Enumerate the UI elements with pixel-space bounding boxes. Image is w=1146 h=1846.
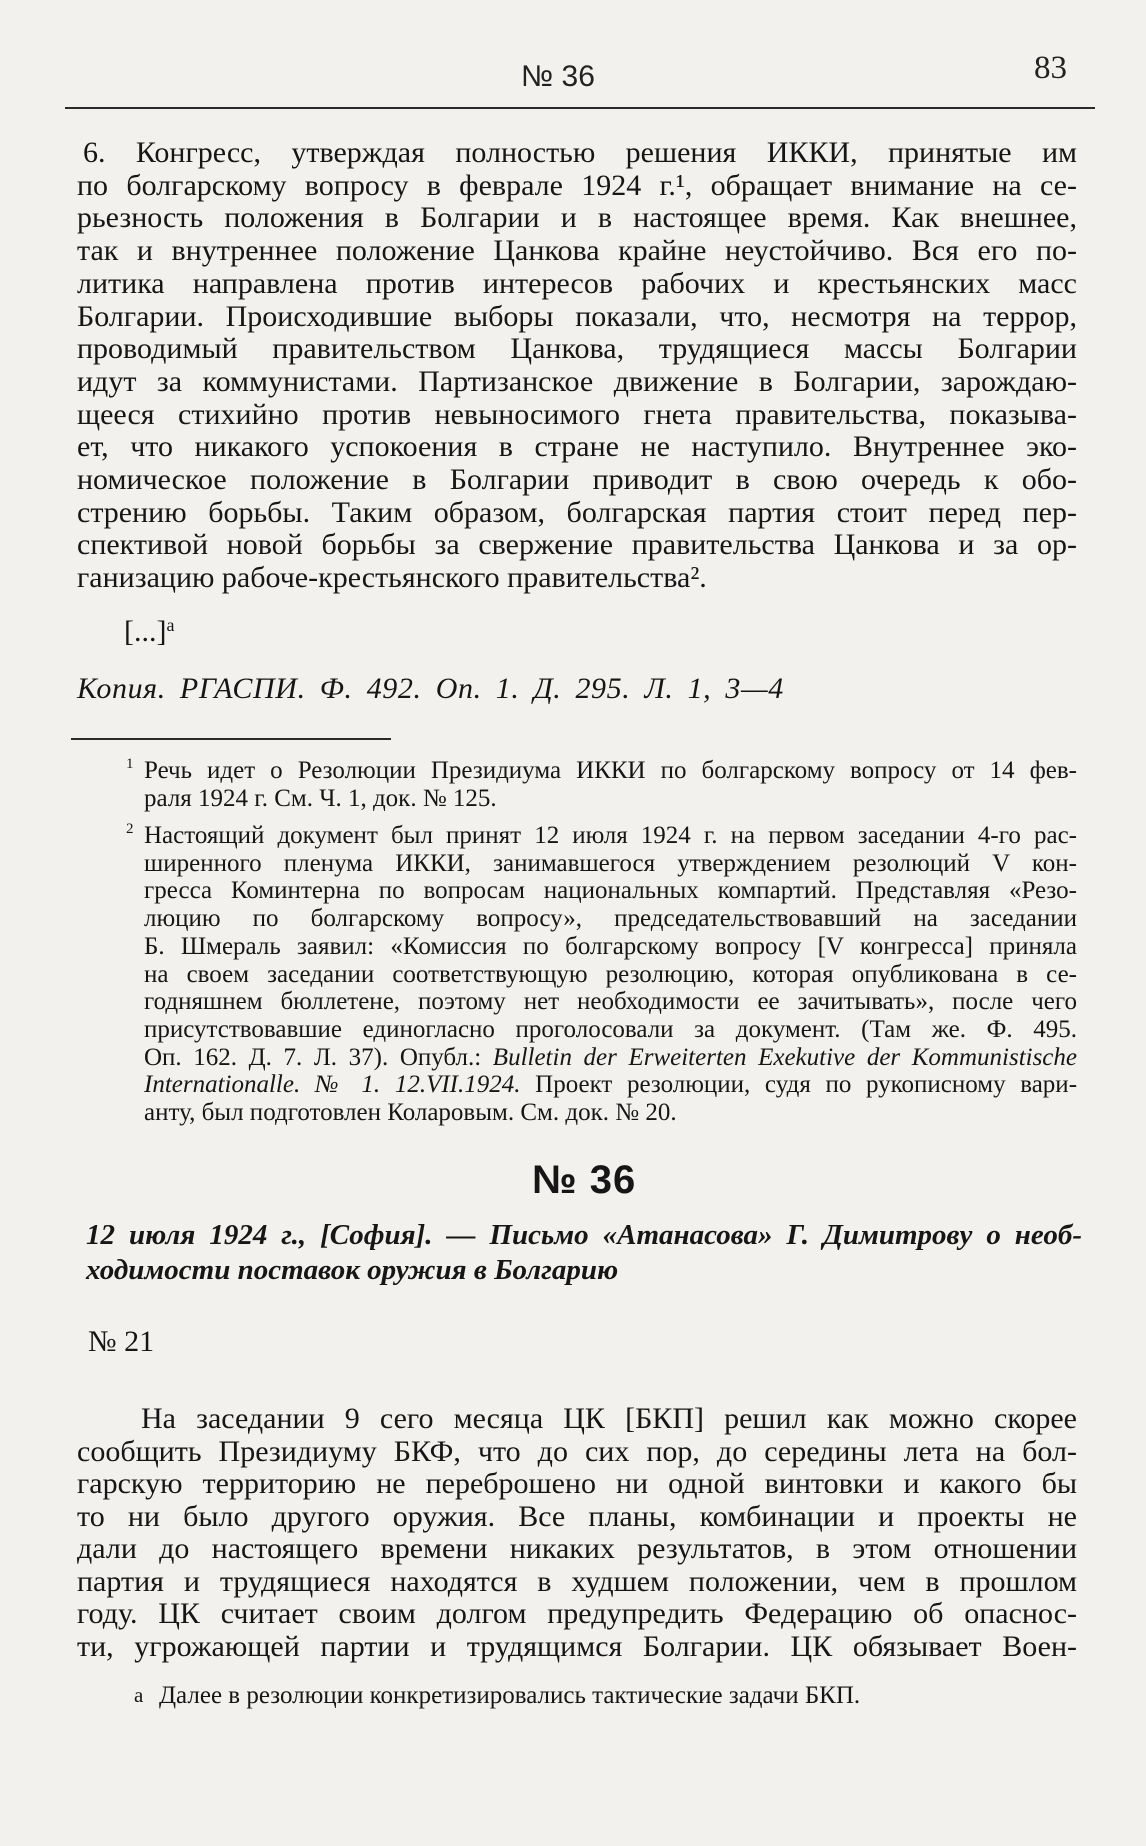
letter-text xyxy=(77,1403,1077,1663)
publication-title: Bulletin der Erweiterten Exekutive der Kommunistische xyxy=(492,1043,1078,1071)
text-line: ти, угрожающей партии и трудящимся Болгарии. ЦК обязывает Воен- xyxy=(77,1629,1077,1663)
text-line: номическое положение в Болгарии приводит в свою очередь к обо- xyxy=(77,463,1077,497)
text-line: ганизацию рабоче-крестьянского правительства². xyxy=(77,561,707,595)
omission-text: [...] xyxy=(124,615,167,648)
header-rule xyxy=(65,107,1095,109)
footnote-line: анту, был подготовлен Коларовым. См. док. № 20. xyxy=(144,1099,677,1127)
letter-number: № 21 xyxy=(88,1325,155,1358)
text-line: стрению борьбы. Таким образом, болгарская партия стоит перед пер- xyxy=(77,495,1077,529)
footnote-line: раля 1924 г. См. Ч. 1, док. № 125. xyxy=(144,784,497,812)
footnote-line-text: Оп. 162. Д. 7. Л. 37). Опубл.: xyxy=(144,1043,482,1071)
footnote-rule xyxy=(71,738,391,740)
footnote-marker: 1 xyxy=(126,756,134,772)
text-line: дали до настоящего времени никаких результатов, в этом отношении xyxy=(77,1532,1077,1565)
footnote-line xyxy=(144,1044,1077,1072)
footnote-line-text: Проект резолюции, судя по рукописному вари- xyxy=(535,1071,1078,1099)
footnote-2 xyxy=(126,821,1078,1127)
footnote-line: Б. Шмераль заявил: «Комиссия по болгарскому вопросу [V конгресса] приняла xyxy=(144,932,1077,960)
footnote-reference-a: а xyxy=(166,615,175,635)
text-line: то ни было другого оружия. Все планы, комбинации и проекты не xyxy=(77,1499,1077,1533)
text-line: гарскую территорию не переброшено ни одной винтовки и какого бы xyxy=(77,1467,1077,1500)
running-header-document-number: № 36 xyxy=(521,60,595,93)
footnote-line xyxy=(144,1071,1077,1099)
footnote-text: Далее в резолюции конкретизировались тактические задачи БКП. xyxy=(159,1682,861,1709)
footnote-line: Речь идет о Резолюции Президиума ИККИ по болгарскому вопросу от 14 фев- xyxy=(144,757,1077,784)
footnote-line: ширенного пленума ИККИ, занимавшегося утверждением резолюций V кон- xyxy=(144,849,1077,877)
text-line: спективой новой борьбы за свержение правительства Цанкова и за ор- xyxy=(77,528,1077,562)
title-line: ходимости поставок оружия в Болгарию xyxy=(86,1254,619,1286)
archive-source-citation: Копия. РГАСПИ. Ф. 492. Оп. 1. Д. 295. Л. 1, 3—4 xyxy=(77,672,784,705)
resolution-text xyxy=(77,137,1077,595)
footnote-line: на своем заседании соответствующую резолюцию, которая опубликована в се- xyxy=(144,960,1077,988)
text-line: рьезность положения в Болгарии и в настоящее время. Как внешнее, xyxy=(77,201,1077,235)
publication-title: Internationalle. № 1. 12.VII.1924. xyxy=(144,1071,521,1099)
page-footnote-a xyxy=(134,1682,861,1710)
text-line: партия и трудящиеся находятся в худшем положении, чем в прошлом xyxy=(77,1564,1077,1598)
text-line: ет, что никакого успокоения в стране не наступило. Внутреннее эко- xyxy=(77,430,1077,464)
text-line: На заседании 9 сего месяца ЦК [БКП] решил как можно скорее xyxy=(141,1402,1077,1435)
omission-mark xyxy=(124,616,174,648)
footnote-line: присутствовавшие единогласно проголосовали за документ. (Там же. Ф. 495. xyxy=(144,1015,1077,1043)
page-number: 83 xyxy=(1034,50,1067,86)
title-line: 12 июля 1924 г., [София]. — Письмо «Атанасова» Г. Димитрову о необ- xyxy=(86,1219,1082,1251)
document-title xyxy=(86,1218,1082,1288)
text-line: по болгарскому вопросу в феврале 1924 г.¹, обращает внимание на се- xyxy=(77,168,1077,202)
footnote-1 xyxy=(126,756,1077,812)
text-line: литика направлена против интересов рабочих и крестьянских масс xyxy=(77,266,1077,300)
text-line: идут за коммунистами. Партизанское движение в Болгарии, зарождаю- xyxy=(77,364,1077,398)
footnote-line: годняшнем бюллетене, поэтому нет необходимости ее зачитывать», после чего xyxy=(144,988,1077,1016)
text-line: Болгарии. Происходившие выборы показали, что, несмотря на террор, xyxy=(77,299,1077,333)
document-heading: № 36 xyxy=(532,1158,637,1202)
text-line: так и внутреннее положение Цанкова крайне неустойчиво. Вся его по- xyxy=(77,234,1077,268)
text-line: сообщить Президиуму БКФ, что до сих пор, до середины лета на бол- xyxy=(77,1434,1077,1468)
footnote-line: Настоящий документ был принят 12 июля 1924 г. на первом заседании 4-го рас- xyxy=(144,822,1077,849)
footnote-marker: а xyxy=(134,1683,144,1707)
text-line: щееся стихийно против невыносимого гнета правительства, показыва- xyxy=(77,397,1077,431)
text-line: году. ЦК считает своим долгом предупредить Федерацию об опаснос- xyxy=(77,1597,1077,1630)
footnote-marker: 2 xyxy=(126,821,134,837)
text-line: проводимый правительством Цанкова, трудящиеся массы Болгарии xyxy=(77,332,1077,366)
text-line: 6. Конгресс, утверждая полностью решения ИККИ, принятые им xyxy=(83,136,1077,169)
footnote-line: гресса Коминтерна по вопросам национальных компартий. Представляя «Резо- xyxy=(144,877,1077,905)
footnote-line: люцию по болгарскому вопросу», председательствовавший на заседании xyxy=(144,905,1077,933)
